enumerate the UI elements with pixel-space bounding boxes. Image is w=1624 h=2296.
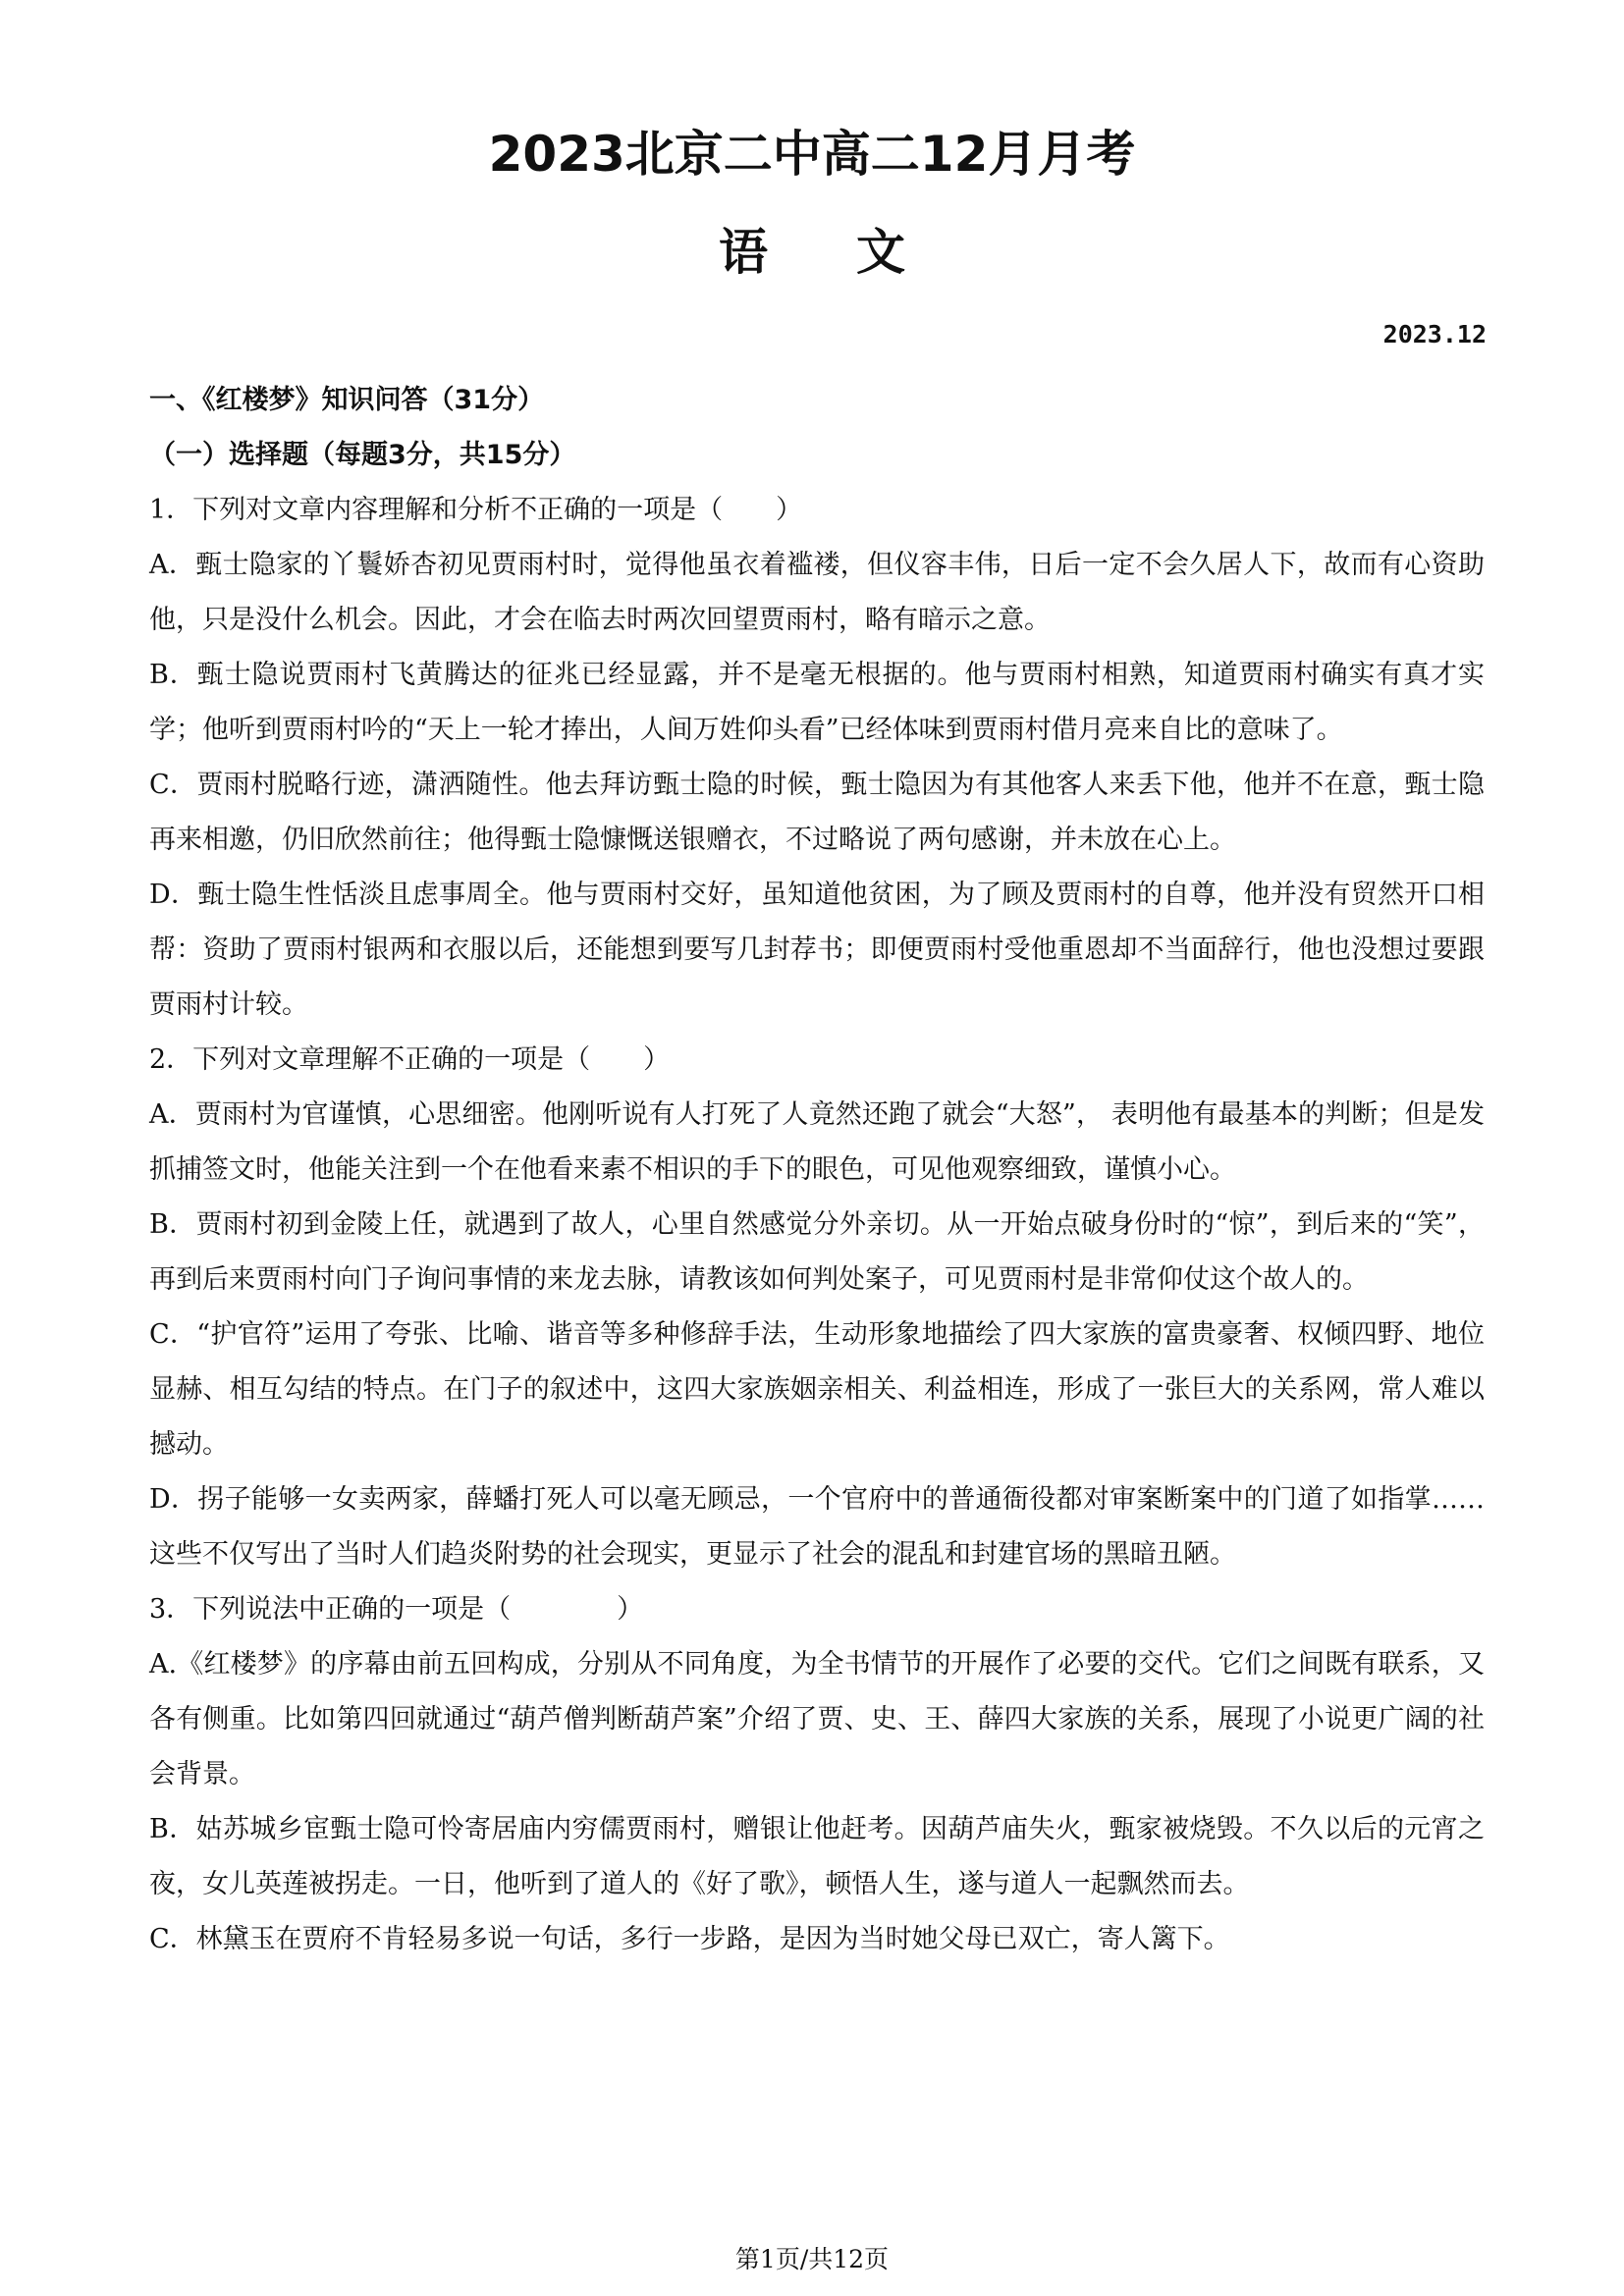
option-c: C．“护官符”运用了夸张、比喻、谐音等多种修辞手法，生动形象地描绘了四大家族的富贵豪奢、权倾四野、地位显赫、相互勾结的特点。在门子的叙述中，这四大家族姻亲相关、利益相连，形成了一张巨大的关系网，常人难以撼动。 [149, 1319, 1485, 1460]
exam-date: 2023.12 [1382, 320, 1487, 348]
question-2 [149, 1033, 1485, 1582]
option-a: A．贾雨村为官谨慎，心思细密。他刚听说有人打死了人竟然还跑了就会“大怒”， 表明他有最基本的判断；但是发抓捕签文时，他能关注到一个在他看来素不相识的手下的眼色，可见他观察细致，谨慎小心。 [149, 1099, 1485, 1185]
page-number: 第1页/共12页 [734, 2245, 890, 2273]
option-d: D．拐子能够一女卖两家，薛蟠打死人可以毫无顾忌，一个官府中的普通衙役都对审案断案中的门道了如指掌……这些不仅写出了当时人们趋炎附势的社会现实，更显示了社会的混乱和封建官场的黑暗丑陋。 [149, 1484, 1485, 1570]
question-1 [149, 483, 1485, 1033]
exam-content [149, 365, 1485, 1967]
option-b: B．甄士隐说贾雨村飞黄腾达的征兆已经显露，并不是毫无根据的。他与贾雨村相熟，知道贾雨村确实有真才实学；他听到贾雨村吟的“天上一轮才捧出，人间万姓仰头看”已经体味到贾雨村借月亮来自比的意味了。 [149, 660, 1485, 745]
question-stem: 1．下列对文章内容理解和分析不正确的一项是（ ） [149, 495, 803, 525]
question-3 [149, 1582, 1485, 1967]
subject-title: 语文 [719, 224, 994, 281]
section-heading: 一、《红楼梦》知识问答（31分） [149, 385, 545, 415]
option-b: B．贾雨村初到金陵上任，就遇到了故人，心里自然感觉分外亲切。从一开始点破身份时的“惊”，到后来的“笑”，再到后来贾雨村向门子询问事情的来龙去脉，请教该如何判处案子，可见贾雨村是非常仰仗这个故人的。 [149, 1209, 1485, 1295]
option-b: B．姑苏城乡宦甄士隐可怜寄居庙内穷儒贾雨村，赠银让他赶考。因葫芦庙失火，甄家被烧毁。不久以后的元宵之夜，女儿英莲被拐走。一日，他听到了道人的《好了歌》，顿悟人生，遂与道人一起飘然而去。 [149, 1814, 1485, 1899]
option-a: A．甄士隐家的丫鬟娇杏初见贾雨村时，觉得他虽衣着褴褛，但仪容丰伟，日后一定不会久居人下，故而有心资助他，只是没什么机会。因此，才会在临去时两次回望贾雨村，略有暗示之意。 [149, 550, 1485, 635]
subsection-heading: （一）选择题（每题3分，共15分） [149, 440, 576, 470]
exam-title: 2023北京二中高二12月月考 [488, 126, 1136, 183]
question-stem: 2．下列对文章理解不正确的一项是（ ） [149, 1044, 671, 1075]
option-c: C．贾雨村脱略行迹，潇洒随性。他去拜访甄士隐的时候，甄士隐因为有其他客人来丢下他，他并不在意，甄士隐再来相邀，仍旧欣然前往；他得甄士隐慷慨送银赠衣，不过略说了两句感谢，并未放在心上。 [149, 770, 1485, 855]
option-c: C．林黛玉在贾府不肯轻易多说一句话，多行一步路，是因为当时她父母已双亡，寄人篱下。 [149, 1924, 1230, 1954]
question-stem: 3．下列说法中正确的一项是（ ） [149, 1594, 644, 1625]
option-a: A.《红楼梦》的序幕由前五回构成，分别从不同角度，为全书情节的开展作了必要的交代。它们之间既有联系，又各有侧重。比如第四回就通过“葫芦僧判断葫芦案”介绍了贾、史、王、薛四大家族的关系，展现了小说更广阔的社会背景。 [149, 1649, 1485, 1789]
option-d: D．甄士隐生性恬淡且虑事周全。他与贾雨村交好，虽知道他贫困，为了顾及贾雨村的自尊，他并没有贸然开口相帮：资助了贾雨村银两和衣服以后，还能想到要写几封荐书；即便贾雨村受他重恩却不当面辞行，他也没想过要跟贾雨村计较。 [149, 880, 1485, 1020]
